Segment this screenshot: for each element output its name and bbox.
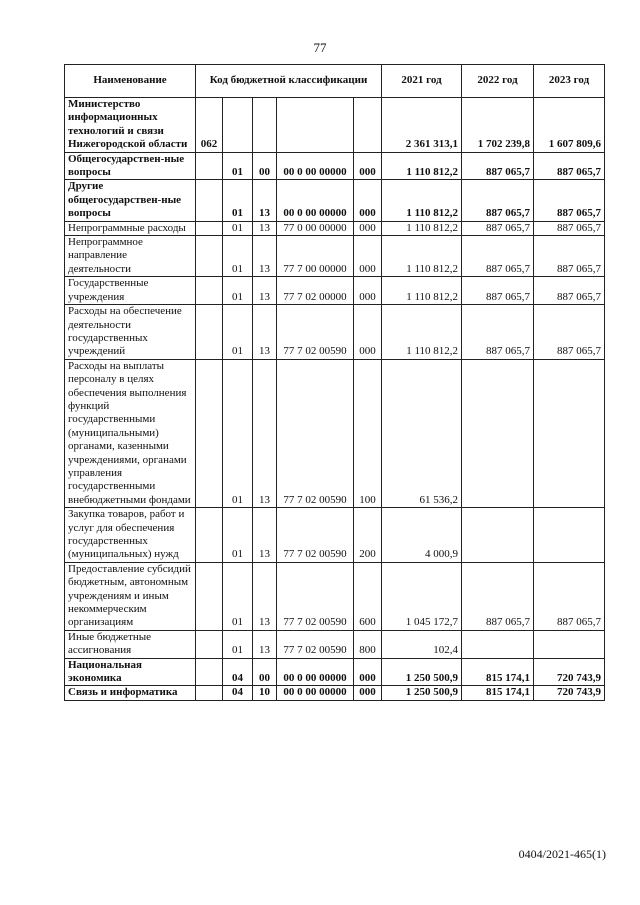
amount-2022: 887 065,7: [462, 236, 534, 277]
code-expense-type: 000: [354, 221, 382, 235]
amount-2023: [534, 359, 605, 507]
amount-2022: 815 174,1: [462, 686, 534, 700]
code-admin: 062: [196, 98, 223, 153]
table-row: [65, 277, 605, 305]
code-admin: [196, 686, 223, 700]
row-name: Закупка товаров, работ и услуг для обеспечения государственных (муниципальных) нужд: [65, 508, 196, 563]
code-subsection: 13: [253, 562, 277, 630]
row-name: Непрограммные расходы: [65, 221, 196, 235]
code-target: 77 7 02 00590: [277, 630, 354, 658]
code-expense-type: 000: [354, 152, 382, 180]
code-section: 01: [223, 221, 253, 235]
code-subsection: 13: [253, 221, 277, 235]
code-expense-type: 000: [354, 180, 382, 221]
amount-2021: 4 000,9: [382, 508, 462, 563]
amount-2021: 102,4: [382, 630, 462, 658]
amount-2022: 887 065,7: [462, 152, 534, 180]
amount-2021: 61 536,2: [382, 359, 462, 507]
code-subsection: 13: [253, 630, 277, 658]
table-row: [65, 152, 605, 180]
row-name: Связь и информатика: [65, 686, 196, 700]
document-code: 0404/2021-465(1): [518, 847, 606, 861]
code-section: 01: [223, 508, 253, 563]
amount-2021: 1 110 812,2: [382, 180, 462, 221]
code-subsection: [253, 98, 277, 153]
header-name: Наименование: [65, 65, 196, 98]
amount-2021: 1 110 812,2: [382, 305, 462, 360]
code-target: 00 0 00 00000: [277, 658, 354, 686]
code-expense-type: 000: [354, 277, 382, 305]
table-row: [65, 630, 605, 658]
code-target: 77 7 00 00000: [277, 236, 354, 277]
header-code: Код бюджетной классификации: [196, 65, 382, 98]
row-name: Иные бюджетные ассигнования: [65, 630, 196, 658]
amount-2023: 720 743,9: [534, 658, 605, 686]
row-name: Государственные учреждения: [65, 277, 196, 305]
code-section: 01: [223, 152, 253, 180]
code-admin: [196, 180, 223, 221]
code-expense-type: [354, 98, 382, 153]
amount-2022: 887 065,7: [462, 277, 534, 305]
amount-2023: 887 065,7: [534, 180, 605, 221]
amount-2023: [534, 508, 605, 563]
code-admin: [196, 508, 223, 563]
amount-2022: [462, 508, 534, 563]
code-target: 77 7 02 00590: [277, 508, 354, 563]
code-admin: [196, 562, 223, 630]
code-admin: [196, 152, 223, 180]
amount-2022: 815 174,1: [462, 658, 534, 686]
amount-2023: [534, 630, 605, 658]
code-section: [223, 98, 253, 153]
amount-2023: 887 065,7: [534, 562, 605, 630]
amount-2021: 1 045 172,7: [382, 562, 462, 630]
amount-2021: 2 361 313,1: [382, 98, 462, 153]
amount-2023: 887 065,7: [534, 277, 605, 305]
amount-2023: 887 065,7: [534, 221, 605, 235]
code-target: 77 0 00 00000: [277, 221, 354, 235]
code-section: 01: [223, 562, 253, 630]
code-subsection: 13: [253, 180, 277, 221]
code-expense-type: 200: [354, 508, 382, 563]
header-2022: 2022 год: [462, 65, 534, 98]
table-row: [65, 221, 605, 235]
row-name: Министерство информационных технологий и связи Нижегородской области: [65, 98, 196, 153]
code-subsection: 00: [253, 152, 277, 180]
row-name: Непрограммное направление деятельности: [65, 236, 196, 277]
code-subsection: 13: [253, 359, 277, 507]
table-row: [65, 562, 605, 630]
table-row: [65, 359, 605, 507]
code-expense-type: 000: [354, 658, 382, 686]
code-target: 00 0 00 00000: [277, 152, 354, 180]
code-subsection: 00: [253, 658, 277, 686]
table-row: [65, 686, 605, 700]
code-target: 77 7 02 00590: [277, 305, 354, 360]
table-row: [65, 236, 605, 277]
code-target: 77 7 02 00590: [277, 562, 354, 630]
code-section: 01: [223, 630, 253, 658]
code-section: 01: [223, 180, 253, 221]
amount-2022: 887 065,7: [462, 180, 534, 221]
amount-2022: [462, 630, 534, 658]
code-expense-type: 000: [354, 236, 382, 277]
code-subsection: 13: [253, 305, 277, 360]
code-expense-type: 000: [354, 686, 382, 700]
code-admin: [196, 221, 223, 235]
amount-2021: 1 250 500,9: [382, 686, 462, 700]
amount-2023: 887 065,7: [534, 305, 605, 360]
table-header-row: [65, 65, 605, 98]
amount-2021: 1 110 812,2: [382, 277, 462, 305]
table-row: [65, 180, 605, 221]
code-admin: [196, 277, 223, 305]
amount-2021: 1 110 812,2: [382, 152, 462, 180]
row-name: Расходы на обеспечение деятельности государственных учреждений: [65, 305, 196, 360]
amount-2023: 1 607 809,6: [534, 98, 605, 153]
table-row: [65, 98, 605, 153]
row-name: Расходы на выплаты персоналу в целях обеспечения выполнения функций государственными (муниципальными) органами, казенными учреждениями, органами управления государственными внебюджетными фондами: [65, 359, 196, 507]
code-admin: [196, 305, 223, 360]
code-subsection: 13: [253, 277, 277, 305]
code-section: 01: [223, 277, 253, 305]
row-name: Другие общегосударствен-ные вопросы: [65, 180, 196, 221]
code-section: 01: [223, 236, 253, 277]
amount-2023: 887 065,7: [534, 152, 605, 180]
code-expense-type: 800: [354, 630, 382, 658]
row-name: Общегосударствен-ные вопросы: [65, 152, 196, 180]
code-section: 01: [223, 359, 253, 507]
amount-2022: 887 065,7: [462, 221, 534, 235]
header-2021: 2021 год: [382, 65, 462, 98]
row-name: Предоставление субсидий бюджетным, автономным учреждениям и иным некоммерческим организациям: [65, 562, 196, 630]
amount-2022: 1 702 239,8: [462, 98, 534, 153]
code-target: 77 7 02 00000: [277, 277, 354, 305]
amount-2021: 1 250 500,9: [382, 658, 462, 686]
code-section: 04: [223, 658, 253, 686]
amount-2021: 1 110 812,2: [382, 236, 462, 277]
code-target: 00 0 00 00000: [277, 686, 354, 700]
amount-2022: [462, 359, 534, 507]
code-admin: [196, 236, 223, 277]
code-admin: [196, 658, 223, 686]
code-target: [277, 98, 354, 153]
amount-2023: 887 065,7: [534, 236, 605, 277]
code-target: 77 7 02 00590: [277, 359, 354, 507]
header-2023: 2023 год: [534, 65, 605, 98]
table-body: [65, 98, 605, 701]
code-expense-type: 100: [354, 359, 382, 507]
amount-2023: 720 743,9: [534, 686, 605, 700]
amount-2022: 887 065,7: [462, 305, 534, 360]
code-admin: [196, 630, 223, 658]
code-subsection: 13: [253, 508, 277, 563]
code-target: 00 0 00 00000: [277, 180, 354, 221]
table-row: [65, 508, 605, 563]
code-subsection: 13: [253, 236, 277, 277]
code-expense-type: 000: [354, 305, 382, 360]
budget-table: [64, 64, 605, 701]
code-admin: [196, 359, 223, 507]
amount-2021: 1 110 812,2: [382, 221, 462, 235]
table-row: [65, 658, 605, 686]
code-section: 04: [223, 686, 253, 700]
code-section: 01: [223, 305, 253, 360]
code-subsection: 10: [253, 686, 277, 700]
row-name: Национальная экономика: [65, 658, 196, 686]
page-number: 77: [313, 40, 327, 55]
code-expense-type: 600: [354, 562, 382, 630]
table-row: [65, 305, 605, 360]
amount-2022: 887 065,7: [462, 562, 534, 630]
